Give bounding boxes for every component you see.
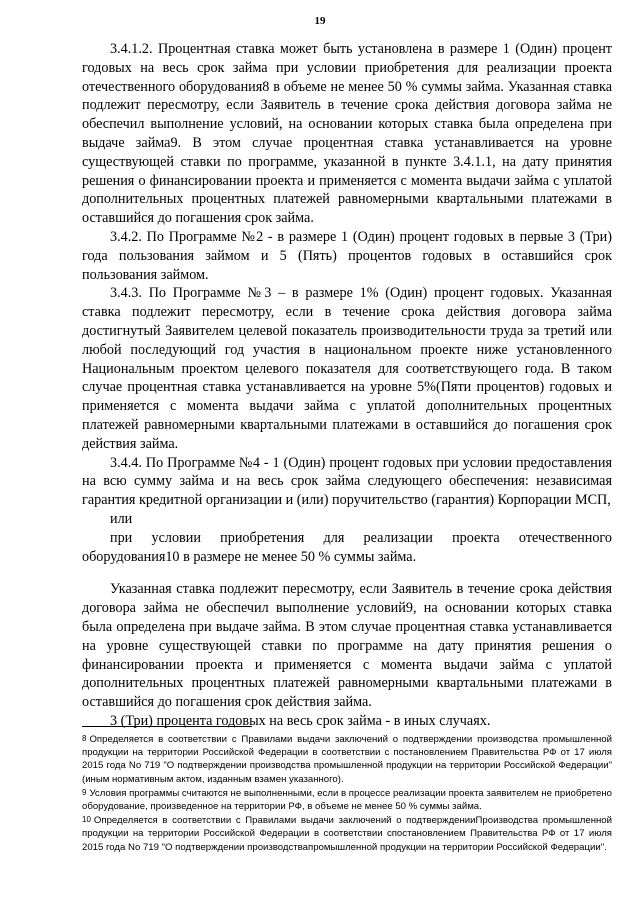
- paragraph-other-cases: 3 (Три) процента годовых на весь срок займа - в иных случаях.: [110, 712, 491, 729]
- footnotes: [82, 732, 612, 854]
- footnote-9: [82, 786, 612, 813]
- document-body: [82, 40, 612, 731]
- footnote-10: [82, 813, 612, 854]
- paragraph-rate-review: Указанная ставка подлежит пересмотру, если Заявитель в течение срока действия договора займа не обеспечил выполнение условий9, на основании которых ставка была определена при выдаче займа. В этом случае процентная ставка устанавливается на уровне существующей ставки по программе на дату принятия решения о финансировании проекта и применяется с момента выдачи займа с уплатой дополнительных процентных платежей равномерными квартальными платежами в оставшийся до погашения срок действия займа.: [82, 581, 612, 711]
- footnote-8: [82, 732, 612, 786]
- footnote-text: Определяется в соответствии с Правилами выдачи заключений о подтверждении производства промышленной продукции на территории Российской Федерации в соответствии с постановлением Правительства РФ от 17 июля 2015 года No 719 "О подтверждении производства промышленной продукции на территории Российской Федерации" (иным нормативным актом, изданным взамен указанного).: [82, 734, 612, 785]
- paragraph-3-4-4: 3.4.4. По Программе №4 - 1 (Один) процент годовых при условии предоставления на всю сумму займа и на весь срок займа следующего обеспечения: независимая гарантия кредитной организации и (или) поручительство (гарантия) Корпорации МСП,: [82, 454, 612, 509]
- page-number: 19: [314, 15, 326, 27]
- paragraph-3-4-2: 3.4.2. По Программе №2 - в размере 1 (Один) процент годовых в первые 3 (Три) года пользования займом и 5 (Пять) процентов годовых в оставшийся срок пользования займом.: [82, 228, 612, 283]
- footnote-mark: 10: [82, 815, 91, 825]
- footnote-mark: 9: [82, 787, 87, 797]
- paragraph-3-4-3: 3.4.3. По Программе №3 – в размере 1% (Один) процент годовых. Указанная ставка подлежит пересмотру, если в течение срока действия договора займа достигнутый Заявителем целевой показатель производительности труда за третий или любой последующий год участия в национальном проекте ниже установленного Национальным проектом целевого показателя для соответствующего года. В таком случае процентная ставка устанавливается на уровне 5%(Пяти процентов) годовых и применяется с момента выдачи займа с уплатой дополнительных процентных платежей равномерными квартальными платежами в оставшийся до погашения срок действия займа.: [82, 285, 612, 452]
- footnote-text: Условия программы считаются не выполненными, если в процессе реализации проекта заявителем не приобретено оборудование, произведенное на территории РФ, в объеме не менее 50 % суммы займа.: [82, 787, 612, 813]
- paragraph-or: или: [110, 510, 133, 527]
- footnote-text: Определяется в соответствии с Правилами выдачи заключений о подтвержденииПроизводства промышленной продукции на территории Российской Федерации в соответствии спостановлением Правительства РФ от 17 июля 2015 года No 719 "О подтверждении производствапромышленной продукции на территории Российской Федерации".: [82, 815, 612, 853]
- paragraph-equipment-condition: при условии приобретения для реализации проекта отечественного оборудования10 в размере не менее 50 % суммы займа.: [82, 529, 612, 565]
- footnote-separator: [82, 726, 252, 727]
- paragraph-3-4-1-2: 3.4.1.2. Процентная ставка может быть установлена в размере 1 (Один) процент годовых на весь срок займа при условии приобретения для реализации проекта отечественного оборудования8 в объеме не менее 50 % суммы займа. Указанная ставка подлежит пересмотру, если Заявитель в течение срока действия договора займа не обеспечил выполнение условий, на основании которых ставка была определена при выдаче займа9. В этом случае процентная ставка устанавливается на уровне существующей ставки по программе, указанной в пункте 3.4.1.1, на дату принятия решения о финансировании проекта и применяется с момента выдачи займа с уплатой дополнительных процентных платежей равномерными квартальными платежами в оставшийся до погашения срок займа.: [82, 41, 612, 227]
- footnote-mark: 8: [82, 734, 87, 743]
